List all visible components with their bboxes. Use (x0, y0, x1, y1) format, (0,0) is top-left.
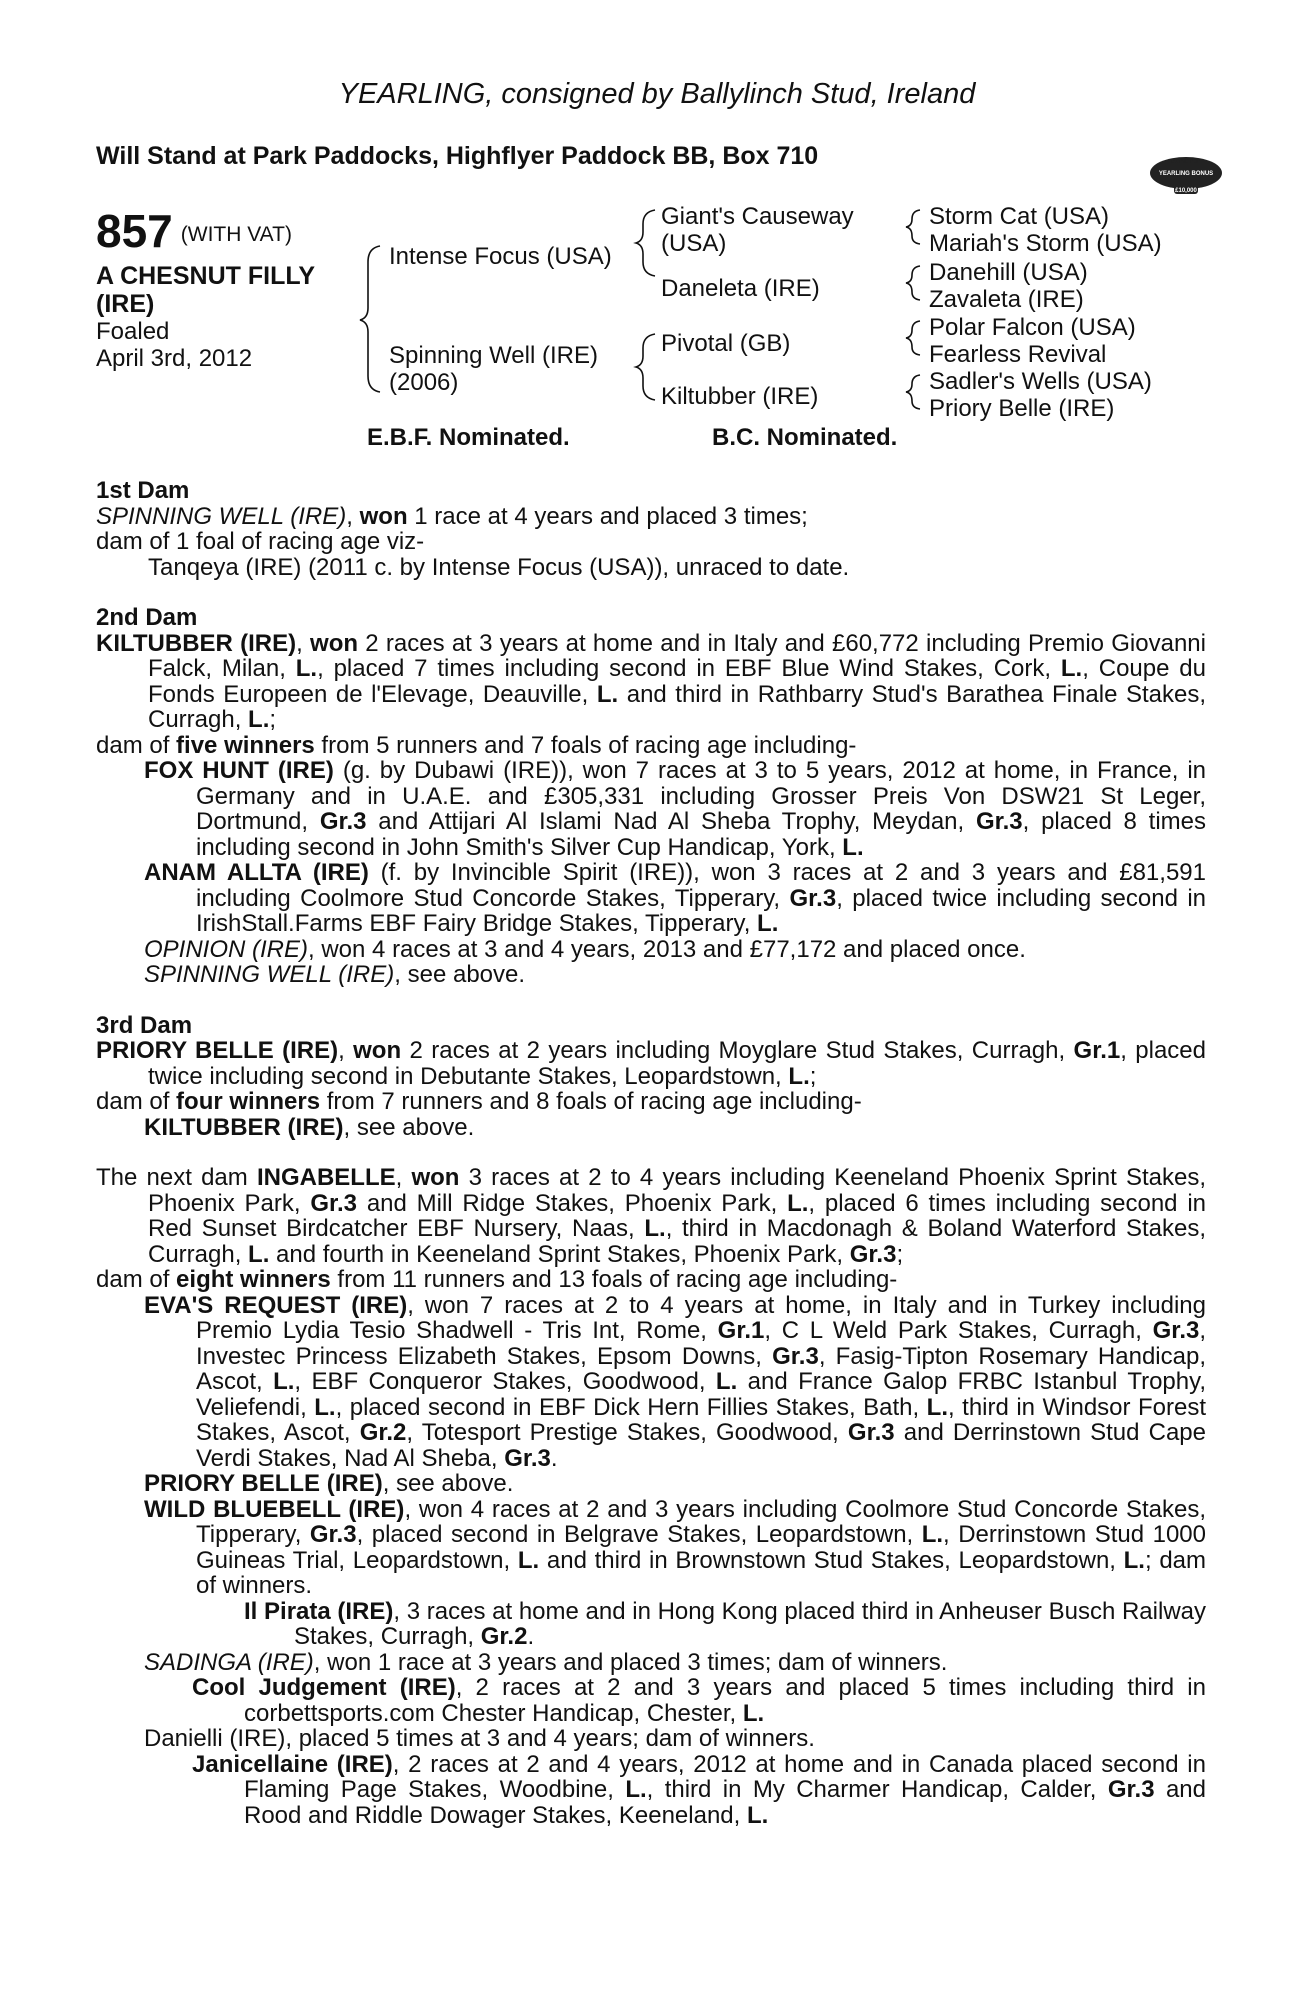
produce-il-pirata: Il Pirata (IRE), 3 races at home and in Hong Kong placed third in Anheuser Busch Railway Stakes, Curragh, Gr.2. (244, 1597, 1206, 1650)
next-dam-produce-summary: dam of eight winners from 11 runners and 13 foals of racing age including- (96, 1266, 898, 1293)
pedigree-g8: Priory Belle (IRE) (929, 395, 1115, 422)
second-dam-heading: 2nd Dam (96, 604, 198, 631)
second-dam-produce-summary: dam of five winners from 5 runners and 7 foals of racing age including- (96, 731, 857, 759)
lot-number: 857 (96, 205, 173, 257)
pedigree-sire-dam: Daneleta (IRE) (661, 275, 820, 302)
produce-anam-allta: ANAM ALLTA (IRE) (f. by Invincible Spirit (IRE)), won 3 races at 2 and 3 years and £81,591 including Coolmore Stud Concorde Stakes, Tipperary, Gr.3, placed twice including second in IrishStall.Farms EBF Fairy Bridge Stakes, Tipperary, L. (144, 859, 1207, 937)
stand-location: Will Stand at Park Paddocks, Highflyer Paddock BB, Box 710 (96, 142, 819, 170)
first-dam-heading: 1st Dam (96, 477, 190, 504)
badge-top-text: RACING POST (1168, 159, 1204, 165)
produce-fox-hunt: FOX HUNT (IRE) (g. by Dubawi (IRE)), won 7 races at 3 to 5 years, 2012 at home, in France, in Germany and in U.A.E. and £305,331 including Grosser Preis Von DSW21 St Leger, Dortmund, Gr.3 and Attijari Al Islami Nad Al Sheba Trophy, Meydan, Gr.3, placed 8 times including second in John Smith's Silver Cup Handicap, York, L. (144, 757, 1206, 861)
pedigree-dam-line2: (2006) (389, 369, 459, 396)
second-dam-entry: KILTUBBER (IRE), won 2 races at 3 years at home and in Italy and £60,772 including Premio Giovanni Falck, Milan, L., placed 7 times including second in EBF Blue Wind Stakes, Cork, L., Coupe du Fonds Europeen de l'Elevage, Deauville, L. and third in Rathbarry Stud's Barathea Finale Stakes, Curragh, L.; (96, 629, 1206, 733)
produce-janicellaine: Janicellaine (IRE), 2 races at 2 and 4 years, 2012 at home and in Canada placed second in Flaming Page Stakes, Woodbine, L., third in My Charmer Handicap, Calder, Gr.3 and Rood and Riddle Dowager Stakes, Keeneland, L. (192, 1750, 1206, 1829)
pedigree-g1: Storm Cat (USA) (929, 203, 1110, 230)
produce-spinning-well: SPINNING WELL (IRE), see above. (144, 961, 526, 988)
third-dam-entry: PRIORY BELLE (IRE), won 2 races at 2 years including Moyglare Stud Stakes, Curragh, Gr.1, placed twice including second in Debutante Stakes, Leopardstown, L.; (96, 1037, 1206, 1090)
pedigree-dam-line1: Spinning Well (IRE) (389, 342, 598, 369)
foaled-label: Foaled (96, 318, 170, 345)
produce-cool-judgement: Cool Judgement (IRE), 2 races at 2 and 3 years and placed 5 times including third in corbettsports.com Chester Handicap, Chester, L. (192, 1674, 1206, 1727)
brace-g4 (906, 375, 920, 409)
next-dam-entry: The next dam INGABELLE, won 3 races at 2 to 4 years including Keeneland Phoenix Sprint Stakes, Phoenix Park, Gr.3 and Mill Ridge Stakes, Phoenix Park, L., placed 6 times including second in Red Sunset Birdcatcher EBF Nursery, Naas, L., third in Macdonagh & Boland Waterford Stakes, Curragh, L. and fourth in Keeneland Sprint Stakes, Phoenix Park, Gr.3; (96, 1164, 1207, 1268)
produce-sadinga: SADINGA (IRE), won 1 race at 3 years and placed 3 times; dam of winners. (144, 1648, 948, 1676)
pedigree-g6: Fearless Revival (929, 341, 1107, 368)
produce-wild-bluebell: WILD BLUEBELL (IRE), won 4 races at 2 and 3 years including Coolmore Stud Concorde Stakes, Tipperary, Gr.3, placed second in Belgrave Stakes, Leopardstown, L., Derrinstown Stud 1000 Guineas Trial, Leopardstown, L. and third in Brownstown Stud Stakes, Leopardstown, L.; dam of winners. (144, 1495, 1207, 1599)
produce-priory-belle: PRIORY BELLE (IRE), see above. (144, 1470, 514, 1497)
ebf-nominated: E.B.F. Nominated. (367, 424, 570, 451)
pedigree-sire-sire-line2: (USA) (661, 230, 727, 257)
pedigree-sire-sire-line1: Giant's Causeway (661, 203, 854, 230)
bc-nominated: B.C. Nominated. (712, 424, 898, 451)
produce-danielli: Danielli (IRE), placed 5 times at 3 and 4 years; dam of winners. (144, 1725, 815, 1752)
produce-kiltubber: KILTUBBER (IRE), see above. (144, 1113, 475, 1141)
lot-desc-line1: A CHESNUT FILLY (96, 262, 315, 290)
produce-evas-request: EVA'S REQUEST (IRE), won 7 races at 2 to 4 years at home, in Italy and in Turkey including Premio Lydia Tesio Shadwell - Tris Int, Rome, Gr.1, C L Weld Park Stakes, Curragh, Gr.3, Investec Princess Elizabeth Stakes, Epsom Downs, Gr.3, Fasig-Tipton Rosemary Handicap, Ascot, L., EBF Conqueror Stakes, Goodwood, L. and France Galop FRBC Istanbul Trophy, Veliefendi, L., placed second in EBF Dick Hern Fillies Stakes, Bath, L., third in Windsor Forest Stakes, Ascot, Gr.2, Totesport Prestige Stakes, Goodwood, Gr.3 and Derrinstown Stud Cape Verdi Stakes, Nad Al Sheba, Gr.3. (144, 1291, 1207, 1472)
vat-note: (WITH VAT) (180, 223, 292, 246)
pedigree-g2: Mariah's Storm (USA) (929, 230, 1162, 257)
pedigree-g5: Polar Falcon (USA) (929, 314, 1136, 341)
horse-name: SPINNING WELL (IRE) (96, 502, 347, 530)
first-dam-produce-summary: dam of 1 foal of racing age viz- (96, 528, 425, 555)
produce-opinion: OPINION (IRE), won 4 races at 3 and 4 years, 2013 and £77,172 and placed once. (144, 935, 1026, 963)
pedigree-dam-dam: Kiltubber (IRE) (661, 383, 819, 410)
brace-g2 (906, 266, 920, 300)
third-dam-heading: 3rd Dam (96, 1011, 193, 1039)
first-dam-entry: SPINNING WELL (IRE), won 1 race at 4 years and placed 3 times; (96, 502, 808, 530)
brace-main (360, 246, 380, 392)
third-dam-produce-summary: dam of four winners from 7 runners and 8 foals of racing age including- (96, 1088, 862, 1115)
catalogue-header: YEARLING, consigned by Ballylinch Stud, Ireland (338, 78, 976, 110)
brace-g1 (906, 210, 920, 244)
pedigree-dam-sire: Pivotal (GB) (661, 330, 791, 357)
brace-sire (636, 210, 655, 276)
pedigree-sire: Intense Focus (USA) (389, 243, 612, 270)
badge-amount-text: £10,000 (1175, 188, 1197, 194)
pedigree-g7: Sadler's Wells (USA) (929, 368, 1152, 395)
brace-dam (636, 334, 655, 400)
pedigree-g3: Danehill (USA) (929, 259, 1088, 286)
foaled-date: April 3rd, 2012 (96, 345, 253, 372)
pedigree-g4: Zavaleta (IRE) (929, 286, 1084, 313)
badge-mid-text: YEARLING BONUS (1158, 171, 1214, 177)
lot-desc-line2: (IRE) (96, 290, 155, 318)
first-dam-foal: Tanqeya (IRE) (2011 c. by Intense Focus (USA)), unraced to date. (148, 553, 850, 581)
brace-g3 (906, 321, 920, 355)
dam-line-body (96, 478, 1206, 1828)
